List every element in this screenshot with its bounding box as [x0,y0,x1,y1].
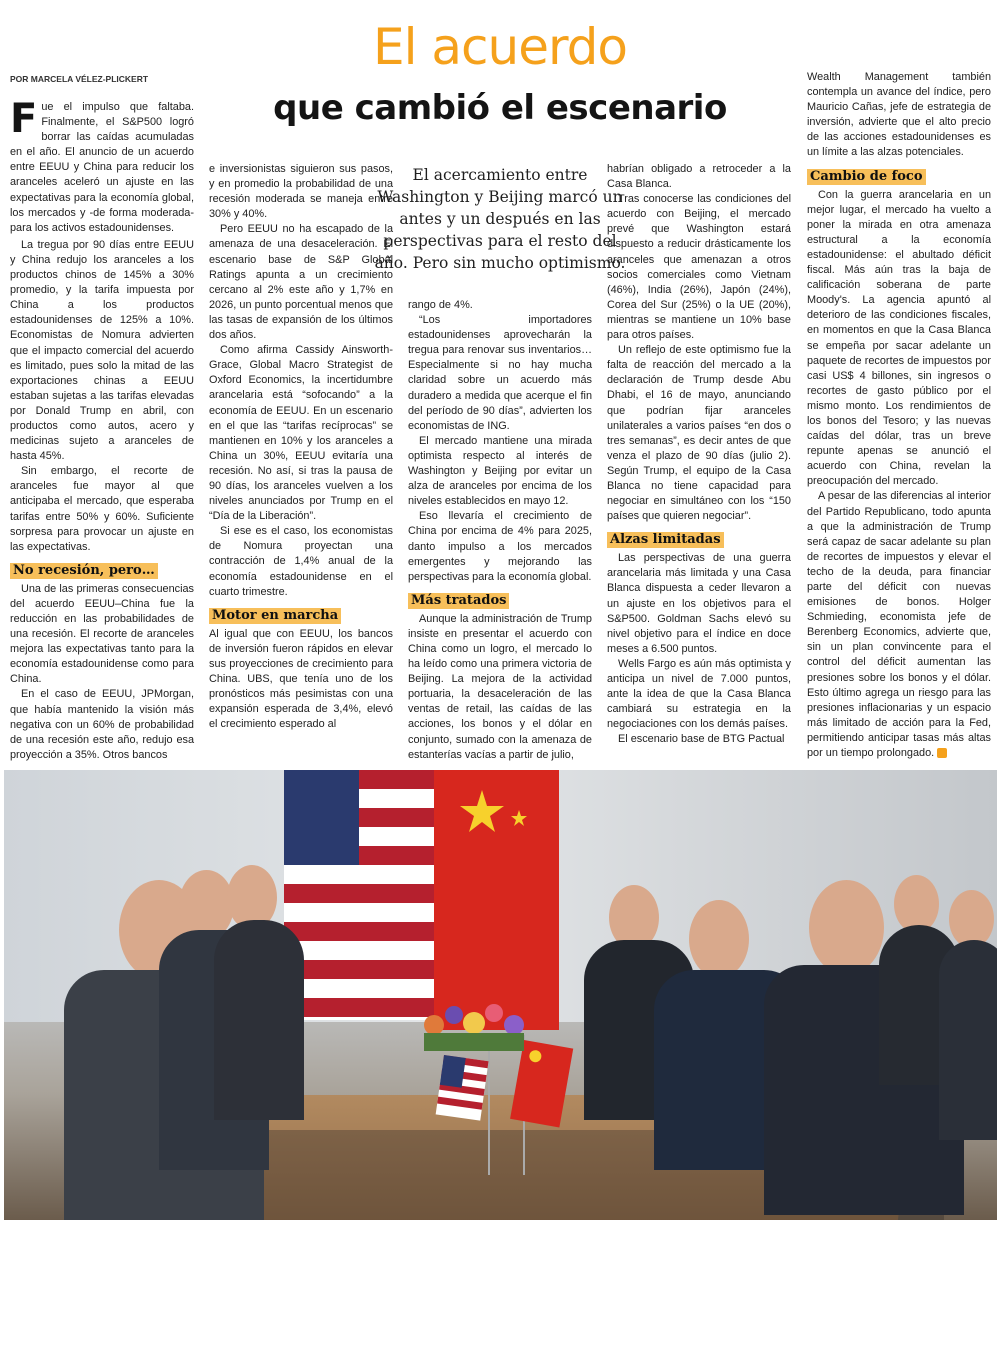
paragraph: Con la guerra arancelaria en un mejor lugar, el mercado ha vuelto a poner la mirada en otra amenaza estructural a la economía estadounidense: el abultado déficit fiscal. Más aún tras la baja de calificación soberana de parte Moody's. La agencia apuntó al deterioro de las condiciones fiscales, en momentos en que la Casa Blanca se empeña por sacar adelante un paquete de recortes de impuestos por casi US$ 4 billones, sin ingresos o recortes de gasto público por el mismo monto. Los rendimientos de los bonos del Tesoro; y las nuevas caídas del dólar, tras un breve repunte apenas se anunció el acuerdo con China, revelan la preocupación del mercado. [807,188,991,488]
end-mark-icon [937,748,947,758]
paragraph: La tregua por 90 días entre EEUU y China redujo los aranceles a los productos chinos de 145% a 30% promedio, y la tarifa impuesta por China a los productos estadounidenses de 125% a 10%. Economistas de Nomura advierten que el impacto comercial del acuerdo es limitado, pues solo la mitad de las exportaciones chinas a EEUU estaban sujetas a las tarifas elevadas por Donald Trump en abril, con productos como autos, acero y medicinas sujeto a aranceles de hasta 45%. [10,238,194,463]
paragraph: Wealth Management también contempla un avance del índice, pero Mauricio Cañas, jefe de estrategia de inversión, advierte que el alto precio de las acciones estadounidenses es un límite a las alzas potenciales. [807,71,991,159]
subheading: Más tratados [408,593,509,609]
paragraph: En el caso de EEUU, JPMorgan, que había mantenido la visión más negativa con un 60% de probabilidad de una recesión este año, redujo esa proyección a 35%. Otros bancos [10,688,194,761]
paragraph: Eso llevaría el crecimiento de China por encima de 4% para 2025, danto impulso a los mercados emergentes y mejorando las perspectivas para la economía global. [408,510,592,583]
subheading: No recesión, pero… [10,563,158,579]
paragraph: El escenario base de BTG Pactual [618,733,785,746]
paragraph: A pesar de las diferencias al interior del Partido Republicano, todo apunta a que la administración de Trump será capaz de sacar adelante su plan de recortes de impuestos y elevar el techo de la deuda, para financiar parte del déficit con nuevas emisiones de bonos. Holger Schmieding, economista jefe de Berenberg Economics, advierte que, sin un plan convincente para el control del déficit aumentan las presiones sobre los bonos y el dólar. Esto último agrega un riesgo para las presiones inflacionarias y un espacio más limitado de acción para la Fed, permitiendo anticipar tasas más altas por un tiempo prolongado. [807,490,991,760]
byline: POR MARCELA VÉLEZ-PLICKERT [10,74,149,84]
dropcap: F [10,96,38,142]
meeting-photo [4,770,997,1220]
column-2 [209,162,393,732]
column-5 [807,70,991,761]
paragraph: habrían obligado a retroceder a la Casa Blanca. [607,163,791,191]
column-4 [607,162,791,747]
paragraph: Una de las primeras consecuencias del acuerdo EEUU–China fue la reducción en las probabilidades de una recesión. El recorte de aranceles mejora las expectativas tanto para la economía estadounidense como para China. [10,582,194,686]
paragraph: Si ese es el caso, los economistas de Nomura proyectan una contracción de 1,4% anual de la economía estadounidense en el cuarto trimestre. [209,525,393,598]
paragraph: Un reflejo de este optimismo fue la falta de reacción del mercado a la declaración de Trump desde Abu Dhabi, el 16 de mayo, anunciando que podrían fijar aranceles unilaterales a varios países “en dos o tres semanas”, es decir antes de que venza el plazo de 90 días (julio 2). Según Trump, el equipo de la Casa Blanca no tiene capacidad para negociar en simultáneo con los “150 países que quieren negociar”. [607,344,791,523]
paragraph: Aunque la administración de Trump insiste en presentar el acuerdo con China como un logro, el mercado lo ha leído como una primera victoria de Beijing. La mejora de la actividad portuaria, la desaceleración de las ventas de retail, las caídas de las acciones, los bonos y el dólar en conjunto, sumado con la amenaza de estanterías vacías a partir de julio, [408,612,592,761]
subheading: Motor en marcha [209,608,341,624]
paragraph: rango de 4%. [408,299,473,311]
paragraph: Sin embargo, el recorte de aranceles fue mayor al que anticipaba el mercado, que esperaba tarifas entre 50% y 60%. Suficiente sorpresa para provocar un ajuste en las expectativas. [10,465,194,553]
article-title-line1: El acuerdo [373,18,627,76]
paragraph: Como afirma Cassidy Ainsworth-Grace, Global Macro Strategist de Oxford Economics, la incertidumbre arancelaria está “sofocando” a la economía de EEUU. En un escenario en el que las “tarifas recíprocas” se mantienen en 10% y los aranceles a China un 30%, EEUU evitaría una recesión. No así, si tras la pausa de 90 días, los aranceles vuelven a los niveles anunciados por Trump en el “Día de la Liberación”. [209,344,393,523]
paragraph: Tras conocerse las condiciones del acuerdo con Beijing, el mercado prevé que Washington estará dispuesto a reducir drásticamente los aranceles que amenazan a otros socios comerciales como Vietnam (46%), India (26%), Japón (24%), Corea del Sur (25%) o la UE (20%), mientras se mantiene un 10% base para otros países. [607,193,791,342]
subheading: Alzas limitadas [607,532,724,548]
subheading: Cambio de foco [807,169,926,185]
column-3 [408,298,592,763]
paragraph: El mercado mantiene una mirada optimista respecto al interés de Washington y Beijing por evitar un alza de aranceles por encima de los niveles establecidos en mayo 12. [408,434,592,508]
china-flag-icon [434,770,559,1030]
column-1 [10,96,194,763]
article-title-line2: que cambió el escenario [273,88,727,128]
us-flag-icon [284,770,434,1020]
paragraph: Fue el impulso que faltaba. Finalmente, el S&P500 logró borrar las caídas acumuladas en el año. El anuncio de un acuerdo entre EEUU y China para reducir los aranceles aceleró un ajuste en las expectativas para la economía global, los mercados y -de forma moderada- para los activos estadounidenses. [10,96,194,234]
paragraph: “Los importadores estadounidenses aprovecharán la tregua para renovar sus inventarios… Especialmente si no hay mucha claridad sobre un acuerdo más duradero a medida que acerque el fin del período de 90 días”, advierten los economistas de ING. [408,314,592,432]
paragraph: Las perspectivas de una guerra arancelaria más limitada y una Casa Blanca dispuesta a ceder llevaron a un ajuste en los objetivos para el S&P500. Goldman Sachs elevó su nivel objetivo para el índice en doce meses a 6.500 puntos. [607,552,791,655]
paragraph: e inversionistas siguieron sus pasos, y en promedio la probabilidad de una recesión moderada se maneja entre 30% y 40%. [209,163,393,221]
lead-paragraph: El acercamiento entre Washington y Beijing marcó un antes y un después en las perspectivas para el resto del año. Pero sin mucho optimismo. [374,166,626,272]
paragraph: Pero EEUU no ha escapado de la amenaza de una desaceleración. El escenario base de S&P Global Ratings apunta a un crecimiento cercano al 2% este año y 1,7% en 2026, un punto porcentual menos que las tasas de expansión de los últimos dos años. [209,223,393,342]
flower-arrangement-icon [414,995,534,1055]
paragraph: Al igual que con EEUU, los bancos de inversión fueron rápidos en elevar sus proyecciones de crecimiento para China. UBS, que tenía uno de los pronósticos más pesimistas con una expansión esperada de 3,4%, elevó el crecimiento esperado al [209,627,393,731]
paragraph: Wells Fargo es aún más optimista y anticipa un nivel de 7.000 puntos, ante la idea de que la Casa Blanca cambiará su estrategia en la negociaciones con los demás países. [607,657,791,731]
